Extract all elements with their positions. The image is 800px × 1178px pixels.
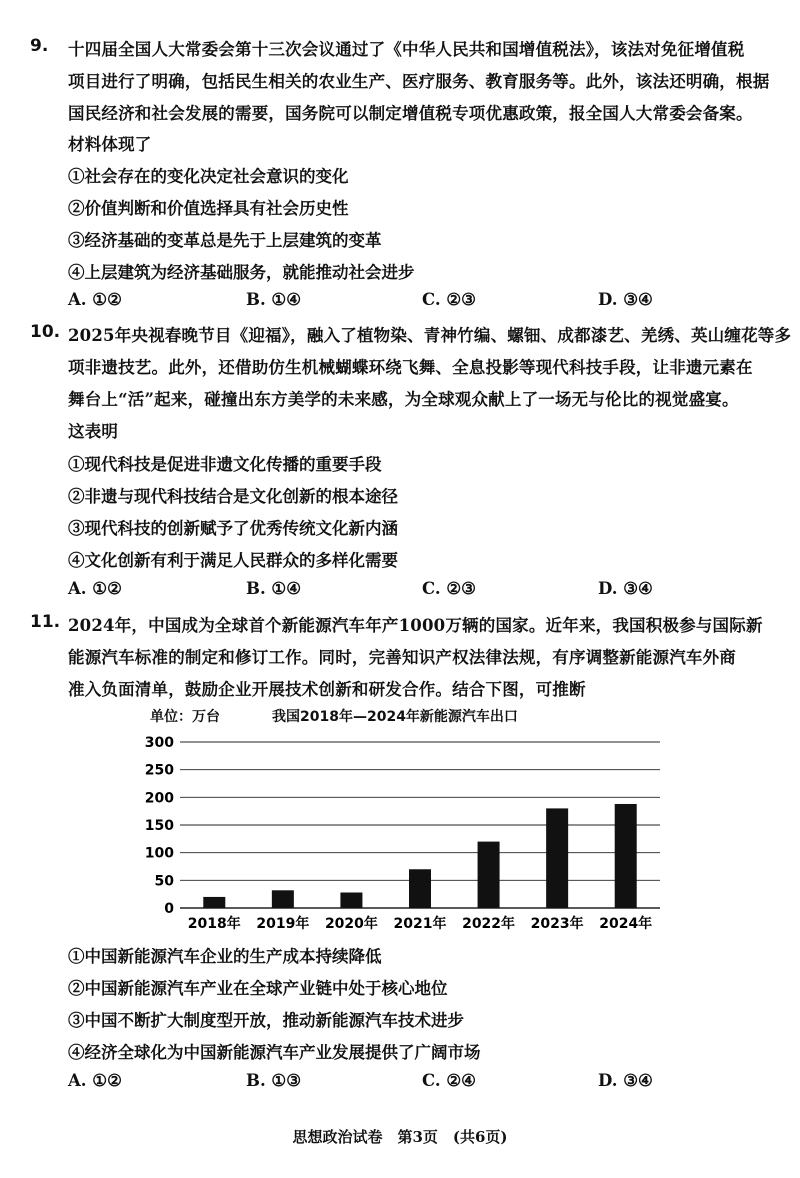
question-11-line-2: 能源汽车标准的制定和修订工作。同时，完善知识产权法律法规，有序调整新能源汽车外商 (68, 648, 736, 667)
export-bar-chart (120, 700, 680, 940)
question-10-line-1: 2025年央视春晚节目《迎福》，融入了植物染、青神竹编、螺钿、成都漆艺、羌绣、英山缠花等多 (68, 326, 792, 345)
question-10-line-3: 舞台上“活”起来，碰撞出东方美学的未来感，为全球观众献上了一场无与伦比的视觉盛宴。 (68, 390, 739, 409)
chart-y-tick-label: 100 (144, 845, 174, 862)
question-11-choice-b[interactable]: B. ①③ (246, 1071, 302, 1090)
question-9-statement-4: ④上层建筑为经济基础服务，就能推动社会进步 (68, 263, 415, 282)
question-9-choice-c[interactable]: C. ②③ (422, 290, 476, 309)
question-10-choice-b[interactable]: B. ①④ (246, 579, 302, 598)
chart-y-tick-label: 150 (144, 818, 174, 834)
chart-y-tick-label: 200 (144, 790, 174, 807)
chart-x-tick-label: 2022年 (462, 916, 516, 932)
question-11-line-1: 2024年，中国成为全球首个新能源汽车年产1000万辆的国家。近年来，我国积极参与国际新 (68, 616, 763, 635)
chart-bar-2018年 (203, 897, 225, 908)
question-10-choice-a[interactable]: A. ①② (68, 579, 122, 598)
question-11-line-3: 准入负面清单，鼓励企业开展技术创新和研发合作。结合下图，可推断 (68, 680, 586, 699)
chart-x-tick-label: 2018年 (187, 916, 241, 932)
question-11-statement-3: ③中国不断扩大制度型开放，推动新能源汽车技术进步 (68, 1011, 464, 1030)
question-11-number: 11. (30, 612, 61, 632)
chart-y-tick-label: 0 (164, 901, 174, 917)
chart-bar-2020年 (340, 893, 362, 908)
question-10-choice-c[interactable]: C. ②③ (422, 579, 476, 598)
chart-bar-2024年 (615, 804, 637, 908)
question-11-choice-a[interactable]: A. ①② (68, 1071, 122, 1090)
question-9-statement-3: ③经济基础的变革总是先于上层建筑的变革 (68, 231, 382, 250)
chart-y-tick-label: 300 (144, 735, 174, 751)
chart-y-tick-label: 50 (154, 873, 174, 890)
question-10-choice-d[interactable]: D. ③④ (598, 579, 653, 598)
chart-bar-2022年 (478, 842, 500, 908)
question-11-statement-4: ④经济全球化为中国新能源汽车产业发展提供了广阔市场 (68, 1043, 481, 1062)
question-9-line-4: 材料体现了 (68, 135, 152, 154)
question-9-statement-1: ①社会存在的变化决定社会意识的变化 (68, 167, 349, 186)
question-11-choice-c[interactable]: C. ②④ (422, 1071, 476, 1090)
question-11-statement-2: ②中国新能源汽车产业在全球产业链中处于核心地位 (68, 979, 448, 998)
chart-bar-2023年 (546, 808, 568, 908)
question-9-statement-2: ②价值判断和价值选择具有社会历史性 (68, 199, 349, 218)
question-9-number: 9. (30, 36, 49, 56)
export-chart (120, 700, 680, 940)
chart-bar-2019年 (272, 890, 294, 908)
chart-y-ticks (145, 735, 174, 917)
chart-x-ticks (188, 915, 652, 932)
question-9-choice-b[interactable]: B. ①④ (246, 290, 302, 309)
question-9-line-2: 项目进行了明确，包括民生相关的农业生产、医疗服务、教育服务等。此外，该法还明确，根据 (68, 72, 770, 91)
chart-unit-label: 单位：万台 (150, 709, 220, 725)
chart-x-tick-label: 2019年 (256, 916, 310, 932)
page-footer: 思想政治试卷 第3页 (共6页) (292, 1128, 508, 1146)
question-10-line-4: 这表明 (68, 422, 119, 441)
question-10-statement-1: ①现代科技是促进非遗文化传播的重要手段 (68, 455, 382, 474)
question-9-choice-d[interactable]: D. ③④ (598, 290, 653, 309)
question-10-line-2: 项非遗技艺。此外，还借助仿生机械蝴蝶环绕飞舞、全息投影等现代科技手段，让非遗元素在 (68, 358, 753, 377)
chart-x-tick-label: 2024年 (599, 916, 653, 932)
question-10-number: 10. (30, 322, 61, 342)
question-9-line-1: 十四届全国人大常委会第十三次会议通过了《中华人民共和国增值税法》，该法对免征增值税 (68, 40, 745, 59)
chart-x-tick-label: 2023年 (530, 916, 584, 932)
chart-bar-2021年 (409, 869, 431, 908)
question-9-line-3: 国民经济和社会发展的需要，国务院可以制定增值税专项优惠政策，报全国人大常委会备案。 (68, 104, 753, 123)
question-10-statement-2: ②非遗与现代科技结合是文化创新的根本途径 (68, 487, 398, 506)
chart-title: 我国2018年—2024年新能源汽车出口 (272, 709, 518, 725)
chart-x-tick-label: 2021年 (393, 916, 447, 932)
chart-bars (203, 804, 636, 908)
question-11-statement-1: ①中国新能源汽车企业的生产成本持续降低 (68, 947, 382, 966)
question-11-choice-d[interactable]: D. ③④ (598, 1071, 653, 1090)
chart-x-tick-label: 2020年 (324, 916, 378, 932)
question-9-choice-a[interactable]: A. ①② (68, 290, 122, 309)
chart-y-tick-label: 250 (144, 762, 174, 779)
question-10-statement-4: ④文化创新有利于满足人民群众的多样化需要 (68, 551, 398, 570)
question-10-statement-3: ③现代科技的创新赋予了优秀传统文化新内涵 (68, 519, 398, 538)
